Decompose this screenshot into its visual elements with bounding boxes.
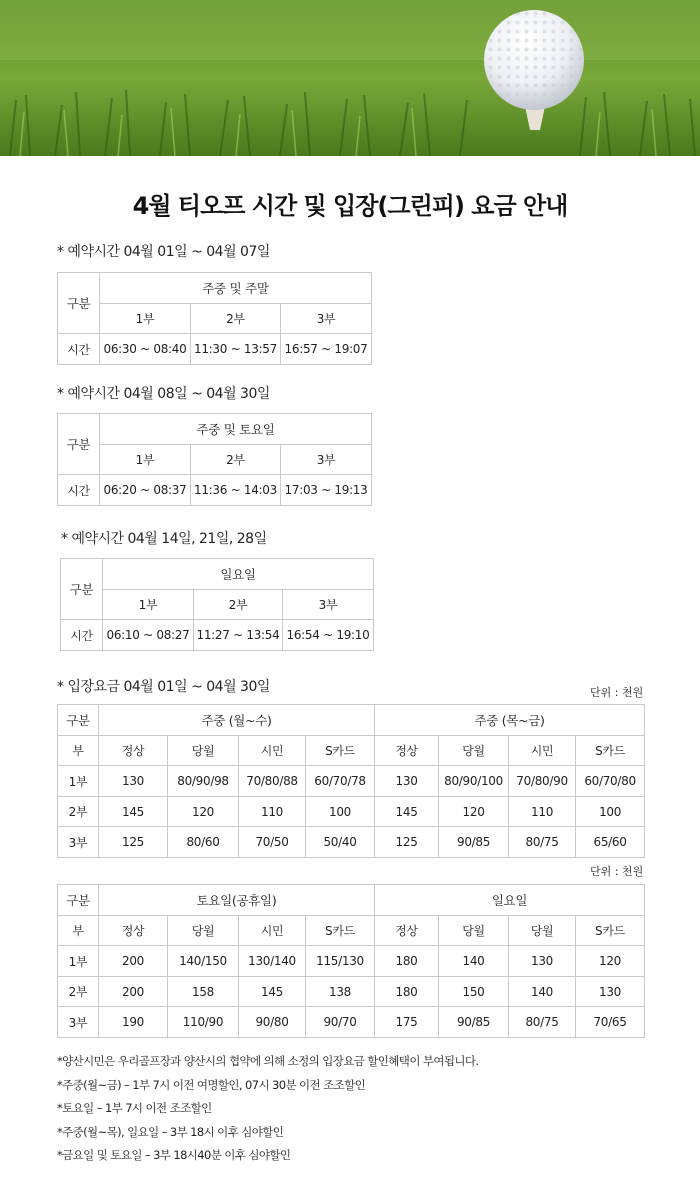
category-header: 구분 [58, 414, 100, 475]
banner-image [0, 0, 700, 156]
group-header: 주중 (목~금) [375, 705, 645, 736]
table-row [58, 1007, 645, 1038]
fee-cell: 115/130 [306, 946, 375, 977]
part-header: 3부 [281, 445, 372, 475]
group-header: 일요일 [375, 885, 645, 916]
fee-cell: 70/65 [576, 1007, 645, 1038]
time-cell: 11:27 ~ 13:54 [194, 620, 283, 651]
row-label: 시간 [58, 334, 100, 365]
column-header: 시민 [239, 736, 306, 766]
row-label: 2부 [58, 977, 99, 1007]
row-label: 시간 [58, 475, 100, 506]
fee-cell: 200 [99, 946, 168, 977]
fee-cell: 130 [375, 766, 439, 797]
fee-cell: 120 [576, 946, 645, 977]
group-header: 주중 및 주말 [100, 273, 372, 304]
column-header: S카드 [306, 916, 375, 946]
column-header: 당월 [509, 916, 576, 946]
golf-ball-on-grass-illustration [0, 0, 700, 156]
row-label: 1부 [58, 946, 99, 977]
tee-time-table-2 [57, 413, 372, 506]
tee-time-table-3 [60, 558, 374, 651]
column-header: S카드 [576, 916, 645, 946]
fee-table-weekday [57, 704, 645, 858]
page-title: 4월 티오프 시간 및 입장(그린피) 요금 안내 [132, 192, 568, 220]
fee-cell: 120 [168, 797, 239, 827]
time-cell: 06:10 ~ 08:27 [103, 620, 194, 651]
column-header: 당월 [168, 736, 239, 766]
time-cell: 11:36 ~ 14:03 [191, 475, 281, 506]
fee-cell: 70/80/90 [509, 766, 576, 797]
fee-cell: 70/80/88 [239, 766, 306, 797]
group-header: 주중 및 토요일 [100, 414, 372, 445]
fee-cell: 60/70/80 [576, 766, 645, 797]
fee-cell: 130 [509, 946, 576, 977]
fee-cell: 80/90/98 [168, 766, 239, 797]
row-label: 1부 [58, 766, 99, 797]
note-item: *양산시민은 우리골프장과 양산시의 협약에 의해 소정의 입장요금 할인혜택이 부여됩니다. [57, 1054, 479, 1068]
fee-cell: 100 [306, 797, 375, 827]
fee-cell: 110 [509, 797, 576, 827]
time-cell: 06:20 ~ 08:37 [100, 475, 191, 506]
fee-cell: 200 [99, 977, 168, 1007]
fees-label: * 입장요금 04월 01일 ~ 04월 30일 [57, 679, 270, 695]
fee-cell: 145 [99, 797, 168, 827]
fee-cell: 180 [375, 977, 439, 1007]
column-header: 당월 [168, 916, 239, 946]
category-header: 구분 [61, 559, 103, 620]
column-header: 시민 [239, 916, 306, 946]
fee-cell: 140 [509, 977, 576, 1007]
fee-cell: 80/75 [509, 1007, 576, 1038]
fee-cell: 125 [99, 827, 168, 858]
row-label: 시간 [61, 620, 103, 651]
category-header: 구분 [58, 273, 100, 334]
section2-label: * 예약시간 04월 08일 ~ 04월 30일 [57, 386, 270, 402]
fee-cell: 50/40 [306, 827, 375, 858]
column-header: 당월 [439, 916, 509, 946]
fee-cell: 145 [239, 977, 306, 1007]
note-item: *주중(월~금) – 1부 7시 이전 여명할인, 07시 30분 이전 조조할인 [57, 1077, 366, 1092]
section1-label: * 예약시간 04월 01일 ~ 04월 07일 [57, 244, 270, 260]
fee-cell: 120 [439, 797, 509, 827]
fee-cell: 100 [576, 797, 645, 827]
fee-cell: 110 [239, 797, 306, 827]
fee-cell: 175 [375, 1007, 439, 1038]
tee-time-table-1 [57, 272, 372, 365]
fee-table-weekend [57, 884, 645, 1038]
fee-cell: 80/60 [168, 827, 239, 858]
category-header: 구분 [58, 885, 99, 916]
column-header: S카드 [576, 736, 645, 766]
column-header: 정상 [375, 916, 439, 946]
fee-cell: 90/80 [239, 1007, 306, 1038]
group-header: 토요일(공휴일) [99, 885, 375, 916]
fee-cell: 60/70/78 [306, 766, 375, 797]
column-header: 정상 [99, 916, 168, 946]
fee-cell: 125 [375, 827, 439, 858]
part-header: 부 [58, 916, 99, 946]
group-header: 일요일 [103, 559, 374, 590]
row-label: 2부 [58, 797, 99, 827]
part-header: 2부 [191, 445, 281, 475]
row-label: 3부 [58, 827, 99, 858]
table-row [58, 977, 645, 1007]
note-item: *주중(월~목), 일요일 – 3부 18시 이후 심야할인 [57, 1124, 284, 1139]
fee-cell: 110/90 [168, 1007, 239, 1038]
part-header: 1부 [100, 445, 191, 475]
fee-cell: 180 [375, 946, 439, 977]
time-cell: 11:30 ~ 13:57 [191, 334, 281, 365]
fee-cell: 150 [439, 977, 509, 1007]
unit-label: 단위 : 천원 [590, 865, 644, 878]
part-header: 3부 [281, 304, 372, 334]
part-header: 부 [58, 736, 99, 766]
part-header: 1부 [100, 304, 191, 334]
column-header: 당월 [439, 736, 509, 766]
fee-cell: 130 [576, 977, 645, 1007]
group-header: 주중 (월~수) [99, 705, 375, 736]
fee-cell: 70/50 [239, 827, 306, 858]
part-header: 1부 [103, 590, 194, 620]
table-row [58, 827, 645, 858]
section3-label: * 예약시간 04월 14일, 21일, 28일 [61, 531, 267, 547]
fee-cell: 140 [439, 946, 509, 977]
fee-cell: 130 [99, 766, 168, 797]
column-header: 정상 [99, 736, 168, 766]
fee-cell: 80/90/100 [439, 766, 509, 797]
fee-cell: 158 [168, 977, 239, 1007]
column-header: S카드 [306, 736, 375, 766]
notes [57, 1050, 677, 1168]
fee-cell: 90/70 [306, 1007, 375, 1038]
column-header: 시민 [509, 736, 576, 766]
fee-cell: 145 [375, 797, 439, 827]
fee-cell: 138 [306, 977, 375, 1007]
fee-cell: 80/75 [509, 827, 576, 858]
part-header: 3부 [283, 590, 374, 620]
table-row [58, 946, 645, 977]
part-header: 2부 [191, 304, 281, 334]
time-cell: 17:03 ~ 19:13 [281, 475, 372, 506]
time-cell: 06:30 ~ 08:40 [100, 334, 191, 365]
fee-cell: 65/60 [576, 827, 645, 858]
fee-cell: 130/140 [239, 946, 306, 977]
fee-cell: 90/85 [439, 827, 509, 858]
time-cell: 16:57 ~ 19:07 [281, 334, 372, 365]
fee-cell: 140/150 [168, 946, 239, 977]
unit-label: 단위 : 천원 [590, 686, 644, 699]
note-item: *금요일 및 토요일 – 3부 18시40분 이후 심야할인 [57, 1148, 291, 1162]
fee-cell: 90/85 [439, 1007, 509, 1038]
part-header: 2부 [194, 590, 283, 620]
row-label: 3부 [58, 1007, 99, 1038]
table-row [58, 766, 645, 797]
column-header: 정상 [375, 736, 439, 766]
note-item: *토요일 – 1부 7시 이전 조조할인 [57, 1101, 212, 1115]
fee-cell: 190 [99, 1007, 168, 1038]
category-header: 구분 [58, 705, 99, 736]
time-cell: 16:54 ~ 19:10 [283, 620, 374, 651]
table-row [58, 797, 645, 827]
